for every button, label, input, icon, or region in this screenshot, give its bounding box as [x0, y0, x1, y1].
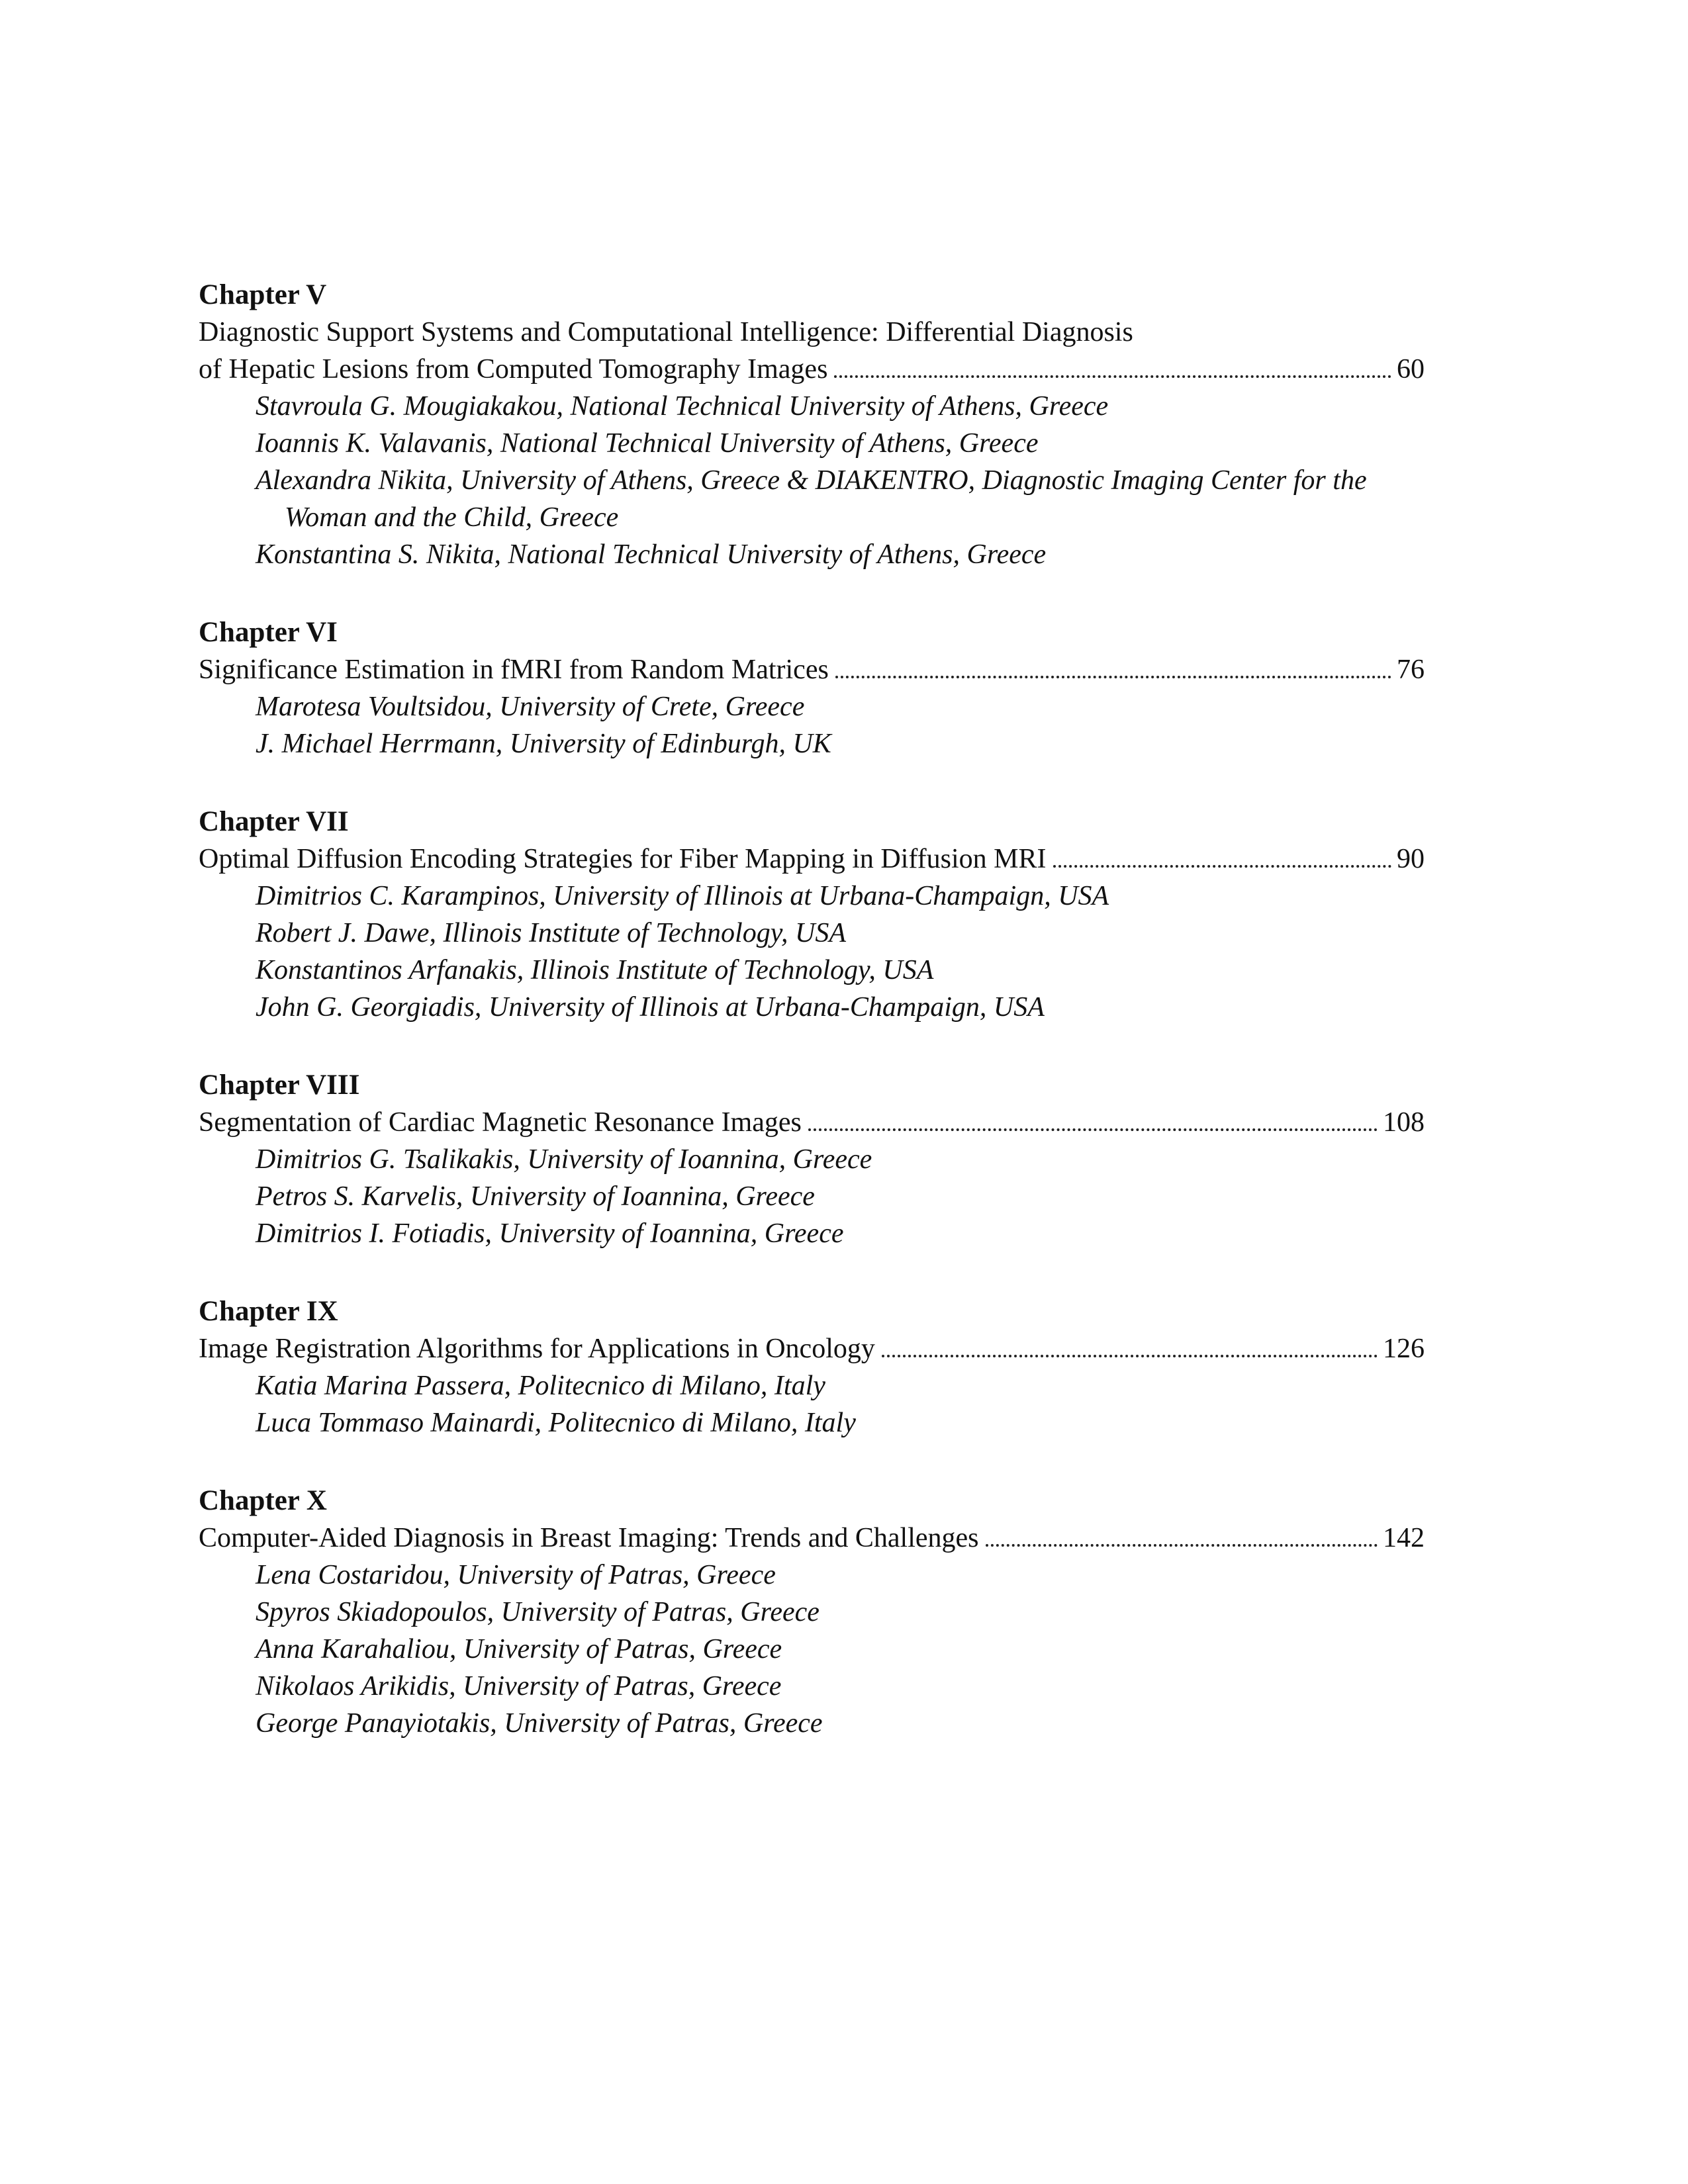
chapter-title-end: Computer-Aided Diagnosis in Breast Imaging: Trends and Challenges — [199, 1523, 979, 1553]
chapters — [199, 277, 1425, 1742]
author-list — [199, 1141, 1425, 1252]
dotted-leader — [1053, 865, 1392, 868]
chapter-entry — [199, 277, 1425, 573]
author-line: Konstantina S. Nikita, National Technical University of Athens, Greece — [256, 539, 1047, 570]
author-list — [199, 878, 1425, 1026]
chapter-heading: Chapter V — [199, 279, 327, 310]
chapter-title-row — [199, 351, 1425, 388]
page-number: 108 — [1383, 1107, 1425, 1138]
author-line: Robert J. Dawe, Illinois Institute of Technology, USA — [256, 918, 847, 948]
page-number: 126 — [1383, 1334, 1425, 1364]
chapter-heading: Chapter X — [199, 1485, 327, 1516]
author-line: Marotesa Voultsidou, University of Crete, Greece — [256, 692, 805, 722]
author-line: Anna Karahaliou, University of Patras, Greece — [256, 1634, 782, 1664]
author-line: John G. Georgiadis, University of Illinois at Urbana-Champaign, USA — [256, 992, 1045, 1023]
author-line: Ioannis K. Valavanis, National Technical University of Athens, Greece — [256, 428, 1039, 459]
chapter-heading: Chapter VII — [199, 806, 349, 837]
author-list — [199, 388, 1425, 573]
chapter-title-end: of Hepatic Lesions from Computed Tomography Images — [199, 354, 828, 385]
chapter-title-end: Segmentation of Cardiac Magnetic Resonance Images — [199, 1107, 802, 1138]
page-number: 142 — [1383, 1523, 1425, 1553]
author-line: George Panayiotakis, University of Patras, Greece — [256, 1708, 823, 1739]
chapter-title-end: Optimal Diffusion Encoding Strategies for Fiber Mapping in Diffusion MRI — [199, 844, 1047, 874]
dotted-leader — [835, 676, 1391, 678]
chapter-title-lines — [199, 314, 1425, 351]
chapter-entry — [199, 1293, 1425, 1441]
author-line: Dimitrios I. Fotiadis, University of Ioannina, Greece — [256, 1218, 844, 1249]
chapter-heading: Chapter VI — [199, 617, 338, 648]
dotted-leader — [808, 1128, 1378, 1131]
chapter-entry — [199, 1067, 1425, 1252]
author-line: Konstantinos Arfanakis, Illinois Institute of Technology, USA — [256, 955, 934, 985]
chapter-heading: Chapter IX — [199, 1296, 338, 1327]
page-number: 76 — [1397, 655, 1425, 685]
chapter-title-row — [199, 1104, 1425, 1141]
dotted-leader — [986, 1544, 1378, 1547]
toc-content — [199, 277, 1425, 1742]
author-list — [199, 688, 1425, 762]
author-list — [199, 1367, 1425, 1441]
page-number: 60 — [1397, 354, 1425, 385]
chapter-entry — [199, 614, 1425, 762]
chapter-title-line: Diagnostic Support Systems and Computational Intelligence: Differential Diagnosis — [199, 317, 1133, 347]
chapter-entry — [199, 1482, 1425, 1742]
dotted-leader — [882, 1355, 1378, 1357]
author-line: J. Michael Herrmann, University of Edinburgh, UK — [256, 729, 831, 759]
author-line: Luca Tommaso Mainardi, Politecnico di Milano, Italy — [256, 1408, 856, 1438]
chapter-title-row — [199, 651, 1425, 688]
chapter-title-end: Significance Estimation in fMRI from Random Matrices — [199, 655, 829, 685]
chapter-title-end: Image Registration Algorithms for Applications in Oncology — [199, 1334, 875, 1364]
dotted-leader — [834, 375, 1391, 378]
author-line: Katia Marina Passera, Politecnico di Milano, Italy — [256, 1371, 825, 1401]
chapter-heading: Chapter VIII — [199, 1069, 360, 1101]
author-line: Spyros Skiadopoulos, University of Patras, Greece — [256, 1597, 820, 1627]
author-line: Dimitrios C. Karampinos, University of Illinois at Urbana-Champaign, USA — [256, 881, 1109, 911]
author-line: Lena Costaridou, University of Patras, Greece — [256, 1560, 776, 1590]
author-line: Petros S. Karvelis, University of Ioannina, Greece — [256, 1181, 815, 1212]
author-list — [199, 1557, 1425, 1742]
chapter-title-row — [199, 1520, 1425, 1557]
chapter-title-row — [199, 841, 1425, 878]
author-line: Nikolaos Arikidis, University of Patras, Greece — [256, 1671, 782, 1702]
author-line: Alexandra Nikita, University of Athens, Greece & DIAKENTRO, Diagnostic Imaging Center for the Woman and the Child, Greece — [256, 465, 1367, 533]
author-line: Stavroula G. Mougiakakou, National Technical University of Athens, Greece — [256, 391, 1109, 422]
chapter-title-row — [199, 1330, 1425, 1367]
chapter-entry — [199, 803, 1425, 1026]
page-number: 90 — [1397, 844, 1425, 874]
author-line: Dimitrios G. Tsalikakis, University of Ioannina, Greece — [256, 1144, 872, 1175]
